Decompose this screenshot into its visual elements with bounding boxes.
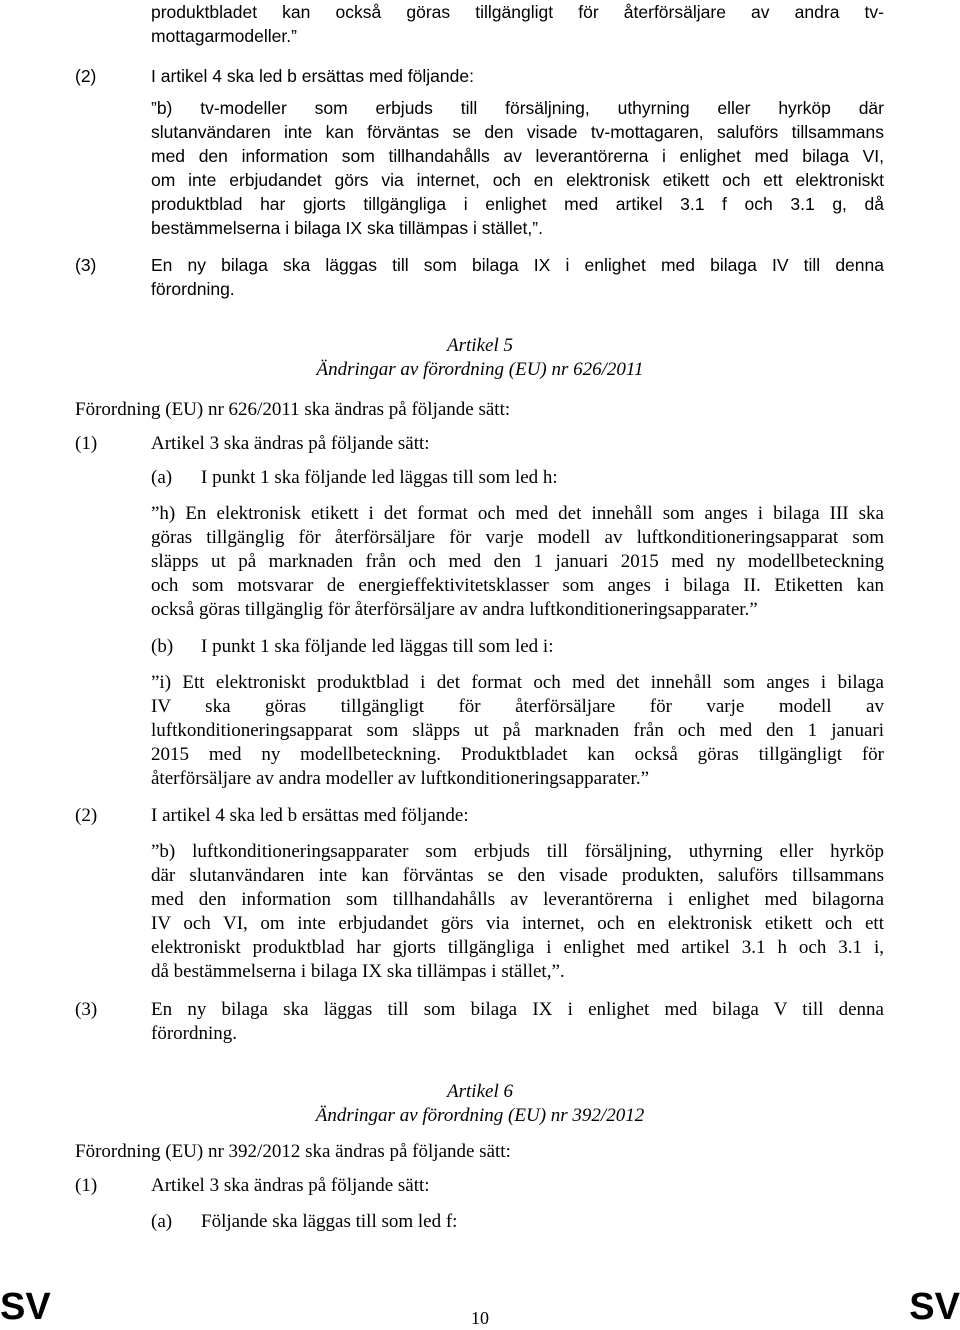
quoted-line: 2015 med ny modellbeteckning. Produktbladet kan också göras tillgängligt för (151, 744, 884, 765)
item-text: förordning. (151, 1023, 238, 1044)
quoted-line: elektroniskt produktblad har gjorts tillgängliga i enlighet med artikel 3.1 h och 3.1 i, (151, 937, 884, 958)
paragraph-line: mottagarmodeller.” (151, 26, 297, 46)
subitem-text: I punkt 1 ska följande led läggas till som led i: (201, 636, 554, 657)
article-title: Ändringar av förordning (EU) nr 392/2012 (315, 1105, 645, 1126)
item-number: (3) (75, 999, 98, 1020)
subitem-text: I punkt 1 ska följande led läggas till som led h: (201, 467, 558, 488)
paragraph-line: produktbladet kan också göras tillgängligt för återförsäljare av andra tv- (151, 2, 884, 22)
subitem-label: (a) (151, 1211, 173, 1232)
article-intro: Förordning (EU) nr 626/2011 ska ändras på följande sätt: (75, 399, 511, 420)
quoted-line: göras tillgänglig för återförsäljare för varje modell av luftkonditioneringsapparat som (151, 527, 884, 548)
quoted-line: IV och VI, om inte erbjudandet görs via internet, och en elektronisk etikett och ett (151, 913, 884, 934)
item-number: (1) (75, 433, 98, 454)
item-number: (2) (75, 805, 98, 826)
quoted-line: ”h) En elektronisk etikett i det format och med det innehåll som anges i bilaga III ska (151, 503, 884, 524)
article-intro: Förordning (EU) nr 392/2012 ska ändras på följande sätt: (75, 1141, 511, 1162)
item-number: (2) (75, 66, 97, 86)
subitem-label: (a) (151, 467, 173, 488)
article-heading: Artikel 6 (447, 1081, 513, 1102)
item-number: (3) (75, 255, 97, 275)
quoted-line: och som motsvarar de energieffektivitetsklasser som anges i bilaga II. Etiketten kan (151, 575, 884, 596)
quoted-line: då bestämmelserna i bilaga IX ska tillämpas i stället,”. (151, 961, 565, 982)
quoted-line: produktblad har gjorts tillgängliga i enlighet med artikel 3.1 f och 3.1 g, då (151, 194, 884, 214)
item-text: Artikel 3 ska ändras på följande sätt: (151, 1175, 430, 1196)
language-code-left: SV (0, 1286, 51, 1328)
quoted-line: släpps ut på marknaden från och med den 1 januari 2015 med ny modellbeteckning (151, 551, 884, 572)
quoted-line: återförsäljare av andra modeller av luftkonditioneringsapparater.” (151, 768, 649, 789)
quoted-line: ”b) luftkonditioneringsapparater som erbjuds till försäljning, uthyrning eller hyrköp (151, 841, 884, 862)
quoted-line: med den information som tillhandahålls av leverantörerna i enlighet med bilagorna (151, 889, 884, 910)
item-number: (1) (75, 1175, 98, 1196)
item-text: En ny bilaga ska läggas till som bilaga IX i enlighet med bilaga V till denna (151, 999, 884, 1020)
quoted-line: där slutanvändaren inte kan förväntas se den visade produkten, saluförs tillsammans (151, 865, 884, 886)
quoted-line: ”b) tv-modeller som erbjuds till försäljning, uthyrning eller hyrköp där (151, 98, 884, 118)
quoted-line: om inte erbjudandet görs via internet, och en elektronisk etikett och ett elektroniskt (151, 170, 884, 190)
quoted-line: också göras tillgänglig för återförsäljare av andra luftkonditioneringsapparater.” (151, 599, 758, 620)
language-code-right: SV (909, 1286, 960, 1328)
item-text: Artikel 3 ska ändras på följande sätt: (151, 433, 430, 454)
quoted-line: bestämmelserna i bilaga IX ska tillämpas i stället,”. (151, 218, 543, 238)
item-text: En ny bilaga ska läggas till som bilaga IX i enlighet med bilaga IV till denna (151, 255, 884, 275)
article-heading: Artikel 5 (447, 335, 513, 356)
quoted-line: slutanvändaren inte kan förväntas se den visade tv-mottagaren, saluförs tillsammans (151, 122, 884, 142)
item-text: förordning. (151, 279, 235, 299)
item-text: I artikel 4 ska led b ersättas med följande: (151, 805, 469, 826)
page-number: 10 (471, 1308, 489, 1328)
quoted-line: med den information som tillhandahålls av leverantörerna i enlighet med bilaga VI, (151, 146, 884, 166)
subitem-text: Följande ska läggas till som led f: (201, 1211, 458, 1232)
quoted-line: IV ska göras tillgängligt för återförsäljare för varje modell av (151, 696, 884, 717)
quoted-line: luftkonditioneringsapparat som släpps ut på marknaden från och med den 1 januari (151, 720, 884, 741)
article-title: Ändringar av förordning (EU) nr 626/2011 (316, 359, 644, 380)
item-text: I artikel 4 ska led b ersättas med följande: (151, 66, 474, 86)
subitem-label: (b) (151, 636, 174, 657)
quoted-line: ”i) Ett elektroniskt produktblad i det format och med det innehåll som anges i bilaga (151, 672, 884, 693)
